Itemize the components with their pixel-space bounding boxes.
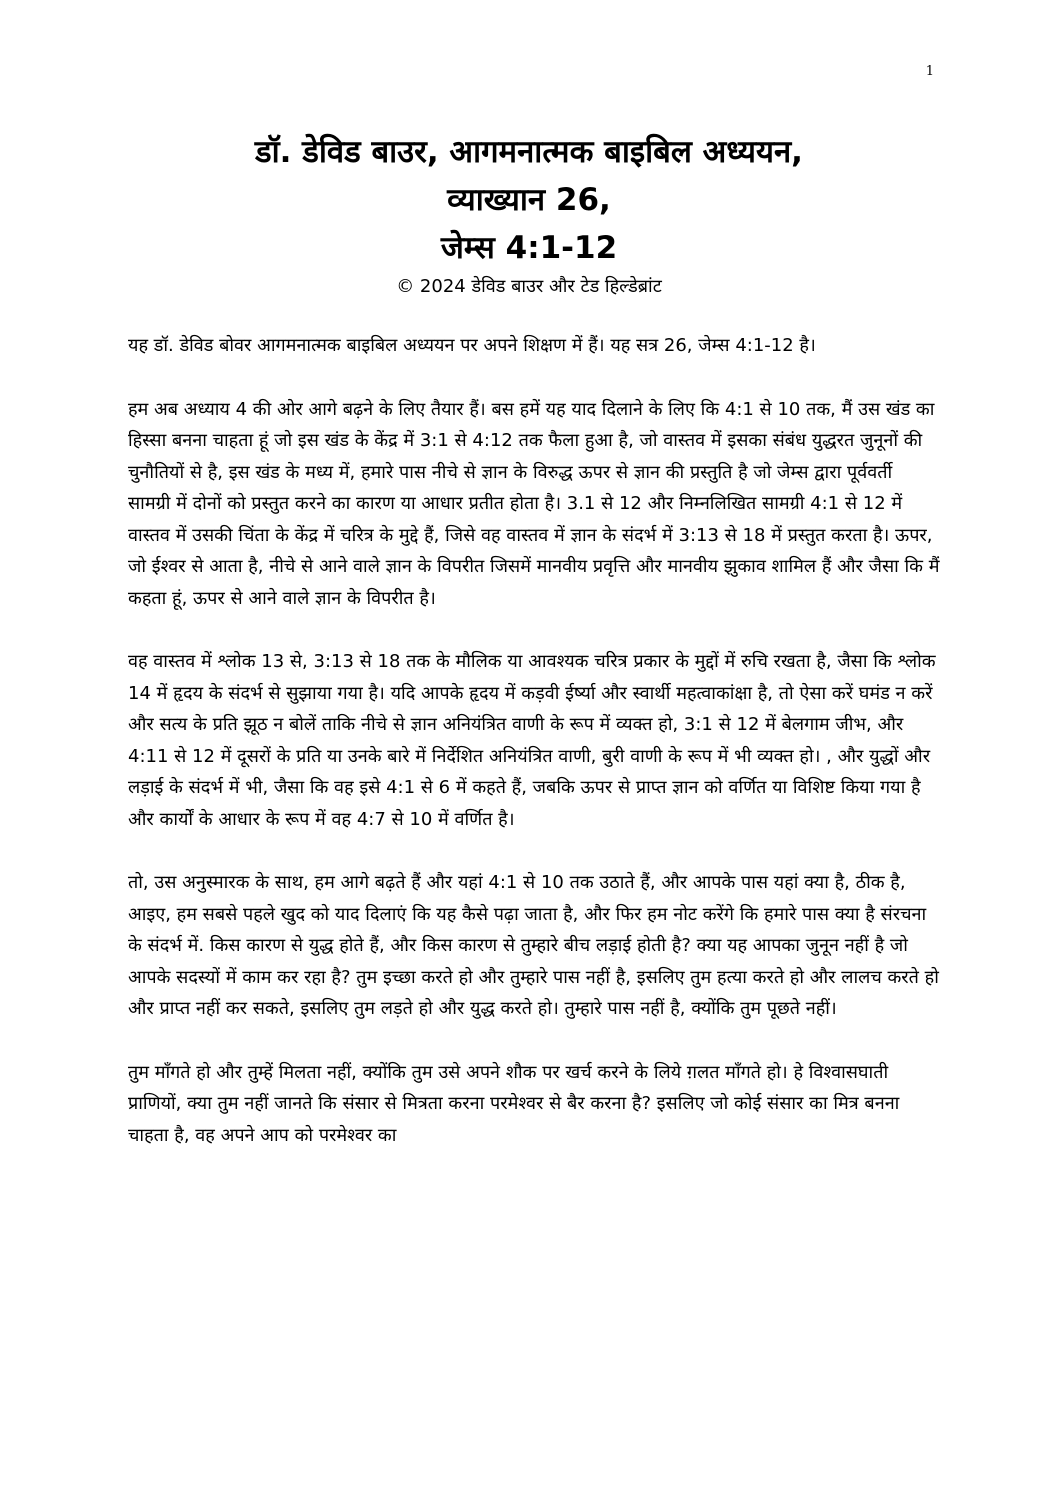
copyright-notice: © 2024 डेविड बाउर और टेड हिल्डेब्रांट xyxy=(396,276,662,297)
document-title-line-3: जेम्स 4:1-12 xyxy=(440,230,618,266)
document-body xyxy=(128,330,940,1183)
document-title-line-1: डॉ. डेविड बाउर, आगमनात्मक बाइबिल अध्ययन, xyxy=(255,134,803,170)
paragraph-intro: यह डॉ. डेविड बोवर आगमनात्मक बाइबिल अध्ययन पर अपने शिक्षण में हैं। यह सत्र 26, जेम्स 4:1-12 है। xyxy=(128,335,816,356)
paragraph-2: हम अब अध्याय 4 की ओर आगे बढ़ने के लिए तैयार हैं। बस हमें यह याद दिलाने के लिए कि 4:1 से 10 तक, मैं उस खंड का हिस्सा बनना चाहता हूं जो इस खंड के केंद्र में 3:1 से 4:12 तक फैला हुआ है, जो वास्तव में इसका संबंध युद्धरत जुनूनों की चुनौतियों से है, इस खंड के मध्य में, हमारे पास नीचे से ज्ञान के विरुद्ध ऊपर से ज्ञान की प्रस्तुति है जो जेम्स द्वारा पूर्ववर्ती सामग्री में दोनों को प्रस्तुत करने का कारण या आधार प्रतीत होता है। 3.1 से 12 और निम्नलिखित सामग्री 4:1 से 12 में वास्तव में उसकी चिंता के केंद्र में चरित्र के मुद्दे हैं, जिसे वह वास्तव में ज्ञान के संदर्भ में 3:13 से 18 में प्रस्तुत करता है। ऊपर, जो ईश्वर से आता है, नीचे से आने वाले ज्ञान के विपरीत जिसमें मानवीय प्रवृत्ति और मानवीय झुकाव शामिल हैं और जैसा कि मैं कहता हूं, ऊपर से आने वाले ज्ञान के विपरीत है। xyxy=(128,398,940,609)
paragraph-3: वह वास्तव में श्लोक 13 से, 3:13 से 18 तक के मौलिक या आवश्यक चरित्र प्रकार के मुद्दों में रुचि रखता है, जैसा कि श्लोक 14 में हृदय के संदर्भ से सुझाया गया है। यदि आपके हृदय में कड़वी ईर्ष्या और स्वार्थी महत्वाकांक्षा है, तो ऐसा करें घमंड न करें और सत्य के प्रति झूठ न बोलें ताकि नीचे से ज्ञान अनियंत्रित वाणी के रूप में व्यक्त हो, 3:1 से 12 में बेलगाम जीभ, और 4:11 से 12 में दूसरों के प्रति या उनके बारे में निर्देशित अनियंत्रित वाणी, बुरी वाणी के रूप में भी व्यक्त हो। , और युद्धों और लड़ाई के संदर्भ में भी, जैसा कि वह इसे 4:1 से 6 में कहते हैं, जबकि ऊपर से प्राप्त ज्ञान को वर्णित या विशिष्ट किया गया है और कार्यों के आधार के रूप में वह 4:7 से 10 में वर्णित है। xyxy=(128,651,936,830)
paragraph-4: तो, उस अनुस्मारक के साथ, हम आगे बढ़ते हैं और यहां 4:1 से 10 तक उठाते हैं, और आपके पास यहां क्या है, ठीक है, आइए, हम सबसे पहले खुद को याद दिलाएं कि यह कैसे पढ़ा जाता है, और फिर हम नोट करेंगे कि हमारे पास क्या है संरचना के संदर्भ में. किस कारण से युद्ध होते हैं, और किस कारण से तुम्हारे बीच लड़ाई होती है? क्या यह आपका जुनून नहीं है जो आपके सदस्यों में काम कर रहा है? तुम इच्छा करते हो और तुम्हारे पास नहीं है, इसलिए तुम हत्या करते हो और लालच करते हो और प्राप्त नहीं कर सकते, इसलिए तुम लड़ते हो और युद्ध करते हो। तुम्हारे पास नहीं है, क्योंकि तुम पूछते नहीं। xyxy=(128,872,939,1019)
document-header xyxy=(80,128,978,302)
document-title-line-2: व्याख्यान 26, xyxy=(447,182,611,218)
page-number: 1 xyxy=(925,64,934,79)
paragraph-5: तुम माँगते हो और तुम्हें मिलता नहीं, क्योंकि तुम उसे अपने शौक पर खर्च करने के लिये ग़लत माँगते हो। हे विश्वासघाती प्राणियों, क्या तुम नहीं जानते कि संसार से मित्रता करना परमेश्वर से बैर करना है? इसलिए जो कोई संसार का मित्र बनना चाहता है, वह अपने आप को परमेश्वर का xyxy=(128,1061,900,1146)
